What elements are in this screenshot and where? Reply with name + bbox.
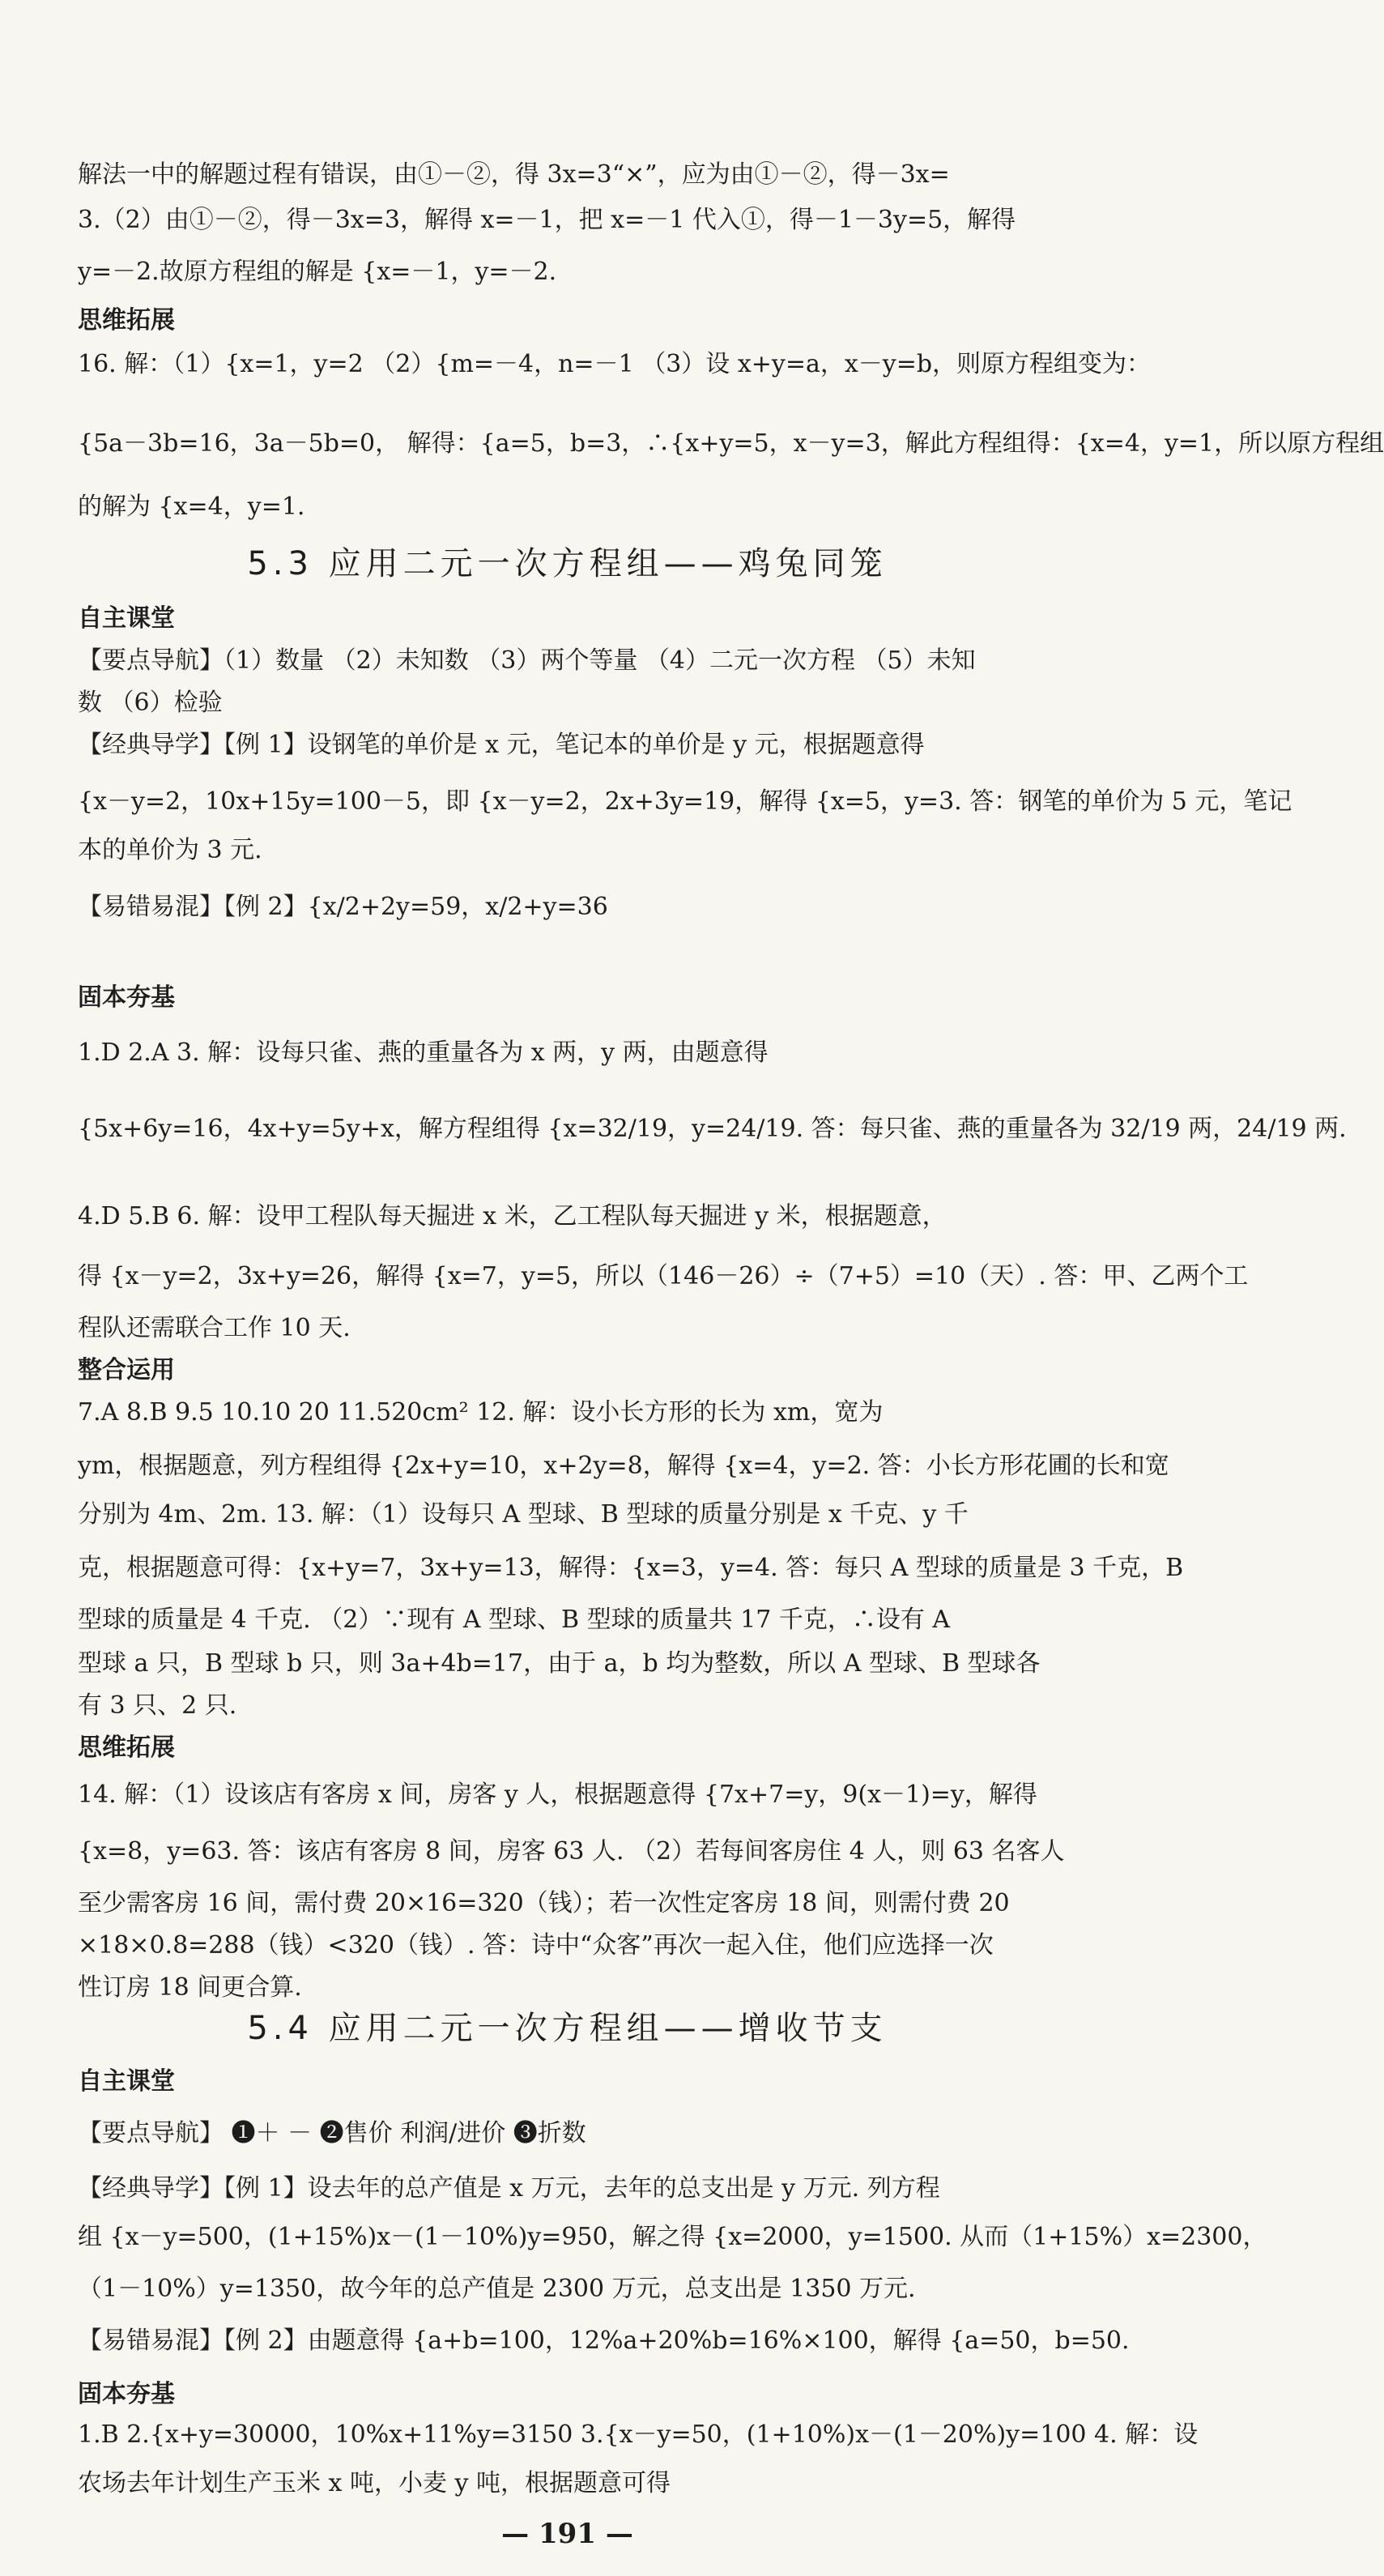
text-line: 本的单价为 3 元.	[78, 836, 262, 864]
text-line: 型球 a 只，B 型球 b 只，则 3a+4b=17，由于 a，b 均为整数，所以 A 型球、B 型球各	[78, 1649, 1041, 1678]
text-line: 得 {x－y=2，3x+y=26，解得 {x=7，y=5，所以（146－26）÷（7+5）=10（天）. 答：甲、乙两个工	[78, 1262, 1249, 1290]
section-heading: 整合运用	[78, 1356, 175, 1384]
text-line: 解法一中的解题过程有错误，由①－②，得 3x=3“×”，应为由①－②，得－3x=	[78, 160, 950, 189]
text-line: {5a－3b=16，3a－5b=0， 解得：{a=5，b=3，∴{x+y=5，x－y=3，解此方程组得：{x=4，y=1，所以原方程组	[78, 429, 1384, 458]
text-line: {x=8，y=63. 答：该店有客房 8 间，房客 63 人. （2）若每间客房住 4 人，则 63 名客人	[78, 1837, 1065, 1866]
text-line: y=－2.故原方程组的解是 {x=－1，y=－2.	[78, 258, 557, 286]
text-line: 【经典导学】【例 1】设去年的总产值是 x 万元，去年的总支出是 y 万元. 列方程	[78, 2174, 940, 2203]
text-line: {5x+6y=16，4x+y=5y+x，解方程组得 {x=32/19，y=24/19. 答：每只雀、燕的重量各为 32/19 两，24/19 两.	[78, 1115, 1347, 1143]
text-line: 4.D 5.B 6. 解：设甲工程队每天掘进 x 米，乙工程队每天掘进 y 米，根据题意，	[78, 1202, 947, 1230]
text-line: 1.B 2.{x+y=30000，10%x+11%y=3150 3.{x－y=50，(1+10%)x－(1－20%)y=100 4. 解：设	[78, 2420, 1199, 2449]
section-heading: 固本夯基	[78, 2380, 175, 2408]
text-line: 【易错易混】【例 2】{x/2+2y=59，x/2+y=36	[78, 893, 608, 921]
text-line: 【经典导学】【例 1】设钢笔的单价是 x 元，笔记本的单价是 y 元，根据题意得	[78, 731, 925, 759]
section-heading: 思维拓展	[78, 306, 175, 335]
text-line: 分别为 4m、2m. 13. 解：（1）设每只 A 型球、B 型球的质量分别是 x 千克、y 千	[78, 1500, 969, 1529]
section-heading: 自主课堂	[78, 2067, 175, 2096]
text-line: 性订房 18 间更合算.	[78, 1973, 302, 2002]
section-title: 5.3 应用二元一次方程组——鸡兔同笼	[247, 545, 888, 582]
text-line: 16. 解：（1）{x=1，y=2 （2）{m=－4，n=－1 （3）设 x+y=a，x－y=b，则原方程组变为：	[78, 350, 1152, 378]
section-heading: 自主课堂	[78, 604, 175, 633]
text-line: {x－y=2，10x+15y=100－5，即 {x－y=2，2x+3y=19，解得 {x=5，y=3. 答：钢笔的单价为 5 元，笔记	[78, 787, 1292, 816]
text-line: 【易错易混】【例 2】由题意得 {a+b=100，12%a+20%b=16%×100，解得 {a=50，b=50.	[78, 2327, 1130, 2355]
text-line: 1.D 2.A 3. 解：设每只雀、燕的重量各为 x 两，y 两，由题意得	[78, 1039, 769, 1067]
text-line: 数 （6）检验	[78, 689, 223, 717]
text-line: 至少需客房 16 间，需付费 20×16=320（钱）；若一次性定客房 18 间，则需付费 20	[78, 1889, 1010, 1917]
section-heading: 固本夯基	[78, 983, 175, 1012]
text-line: 程队还需联合工作 10 天.	[78, 1314, 351, 1342]
text-line: （1－10%）y=1350，故今年的总产值是 2300 万元，总支出是 1350 万元.	[78, 2275, 916, 2303]
text-line: 型球的质量是 4 千克. （2）∵现有 A 型球、B 型球的质量共 17 千克，∴设有 A	[78, 1606, 951, 1634]
text-line: 有 3 只、2 只.	[78, 1691, 237, 1720]
text-line: 14. 解：（1）设该店有客房 x 间，房客 y 人，根据题意得 {7x+7=y，9(x－1)=y，解得	[78, 1781, 1037, 1809]
text-line: 农场去年计划生产玉米 x 吨，小麦 y 吨，根据题意可得	[78, 2469, 671, 2497]
page-number: — 191 —	[501, 2518, 633, 2550]
text-line: 7.A 8.B 9.5 10.10 20 11.520cm² 12. 解：设小长方形的长为 xm，宽为	[78, 1398, 884, 1427]
text-line: 组 {x－y=500，(1+15%)x－(1－10%)y=950，解之得 {x=2000，y=1500. 从而（1+15%）x=2300，	[78, 2223, 1267, 2251]
section-title: 5.4 应用二元一次方程组——增收节支	[247, 2010, 888, 2047]
text-line: 【要点导航】 ❶＋ － ❷售价 利润/进价 ❸折数	[78, 2119, 586, 2147]
section-heading: 思维拓展	[78, 1734, 175, 1762]
text-line: 【要点导航】（1）数量 （2）未知数 （3）两个等量 （4）二元一次方程 （5）未知	[78, 646, 976, 675]
text-line: 的解为 {x=4，y=1.	[78, 493, 305, 521]
text-line: 克，根据题意可得：{x+y=7，3x+y=13，解得：{x=3，y=4. 答：每只 A 型球的质量是 3 千克，B	[78, 1554, 1184, 1582]
text-line: 3.（2）由①－②，得－3x=3，解得 x=－1，把 x=－1 代入①，得－1－3y=5，解得	[78, 206, 1016, 234]
text-line: ×18×0.8=288（钱）<320（钱）. 答：诗中“众客”再次一起入住，他们应选择一次	[78, 1931, 994, 1960]
text-line: ym，根据题意，列方程组得 {2x+y=10，x+2y=8，解得 {x=4，y=2. 答：小长方形花圃的长和宽	[78, 1452, 1169, 1480]
